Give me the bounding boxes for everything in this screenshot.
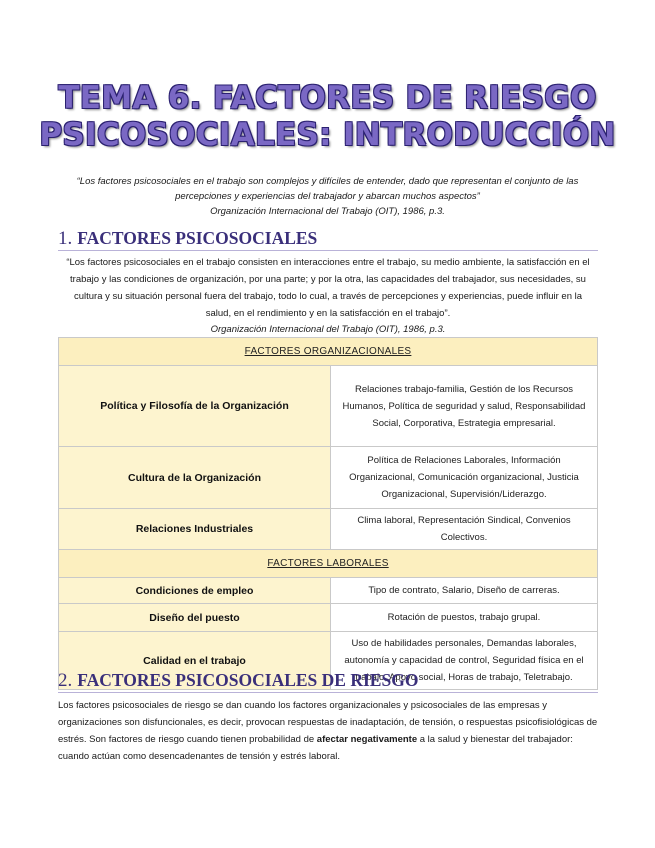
factor-label: Cultura de la Organización xyxy=(59,447,331,509)
section-1-quote xyxy=(62,254,594,337)
table-row xyxy=(59,366,598,447)
factors-table xyxy=(58,337,598,690)
section-2-number: 2. xyxy=(58,670,73,691)
organizational-header-row xyxy=(59,338,598,366)
factor-description: Tipo de contrato, Salario, Diseño de carreras. xyxy=(331,578,598,604)
intro-quote-text: “Los factores psicosociales en el trabajo son complejos y difíciles de entender, dado que representan el conjunto de las percepciones y experiencias del trabajador y abarcan muchos aspectos” xyxy=(76,176,579,202)
paragraph-text-2: a la salud y bienestar del trabajador: cuando actúan como desencadenantes de tensión y estrés laboral. xyxy=(58,734,573,762)
section-1-heading xyxy=(58,228,598,251)
factor-label: Relaciones Industriales xyxy=(59,509,331,550)
factor-description: Uso de habilidades personales, Demandas laborales, autonomía y capacidad de control, Seguridad física en el trabajo, Apoyo social, Horas de trabajo, Teletrabajo. xyxy=(331,632,598,690)
factor-label: Diseño del puesto xyxy=(59,604,331,632)
table-row xyxy=(59,604,598,632)
paragraph-text-1: Los factores psicosociales de riesgo se dan cuando los factores organizacionales y psicosociales de las empresas y organizaciones son disfuncionales, es decir, provocan respuestas de inadaptación, de tensión, o respuestas psicofisiológicas de estrés. Son factores de riesgo cuando tienen probabilidad de xyxy=(58,700,598,745)
section-2-title: FACTORES PSICOSOCIALES DE RIESGO xyxy=(77,670,419,690)
factor-label: Calidad en el trabajo xyxy=(59,632,331,690)
intro-quote xyxy=(55,174,600,219)
section-1-quote-text: “Los factores psicosociales en el trabajo consisten en interacciones entre el trabajo, su medio ambiente, la satisfacción en el trabajo y las condiciones de organización, por una parte; y por la otra, las capacidades del trabajador, sus necesidades, su cultura y su situación personal fuera del trabajo, todo lo cual, a través de percepciones y experiencias, puede influir en la salud, en el rendimiento y en la satisfacción en el trabajo”. xyxy=(66,257,590,319)
page-title xyxy=(0,80,655,154)
section-1-title: FACTORES PSICOSOCIALES xyxy=(77,228,318,248)
factor-label: Política y Filosofía de la Organización xyxy=(59,366,331,447)
intro-quote-source: Organización Internacional del Trabajo (OIT), 1986, p.3. xyxy=(210,206,445,217)
table-row xyxy=(59,447,598,509)
section-1-quote-source: Organización Internacional del Trabajo (OIT), 1986, p.3. xyxy=(210,324,446,335)
section-1-number: 1. xyxy=(58,228,73,249)
section-2-paragraph xyxy=(58,697,598,765)
paragraph-emphasis: afectar negativamente xyxy=(316,734,418,745)
title-line-1: TEMA 6. FACTORES DE RIESGO xyxy=(58,80,597,116)
labor-header: FACTORES LABORALES xyxy=(59,550,598,578)
labor-header-row xyxy=(59,550,598,578)
organizational-header: FACTORES ORGANIZACIONALES xyxy=(59,338,598,366)
factor-label: Condiciones de empleo xyxy=(59,578,331,604)
table-row xyxy=(59,578,598,604)
factor-description: Política de Relaciones Laborales, Información Organizacional, Comunicación organizacional, Justicia Organizacional, Supervisión/Liderazgo. xyxy=(331,447,598,509)
factor-description: Relaciones trabajo-familia, Gestión de los Recursos Humanos, Política de seguridad y salud, Responsabilidad Social, Corporativa, Estrategia empresarial. xyxy=(331,366,598,447)
title-line-2: PSICOSOCIALES: INTRODUCCIÓN xyxy=(39,117,616,153)
section-2-heading xyxy=(58,670,598,693)
table-row xyxy=(59,509,598,550)
factor-description: Rotación de puestos, trabajo grupal. xyxy=(331,604,598,632)
factor-description: Clima laboral, Representación Sindical, Convenios Colectivos. xyxy=(331,509,598,550)
